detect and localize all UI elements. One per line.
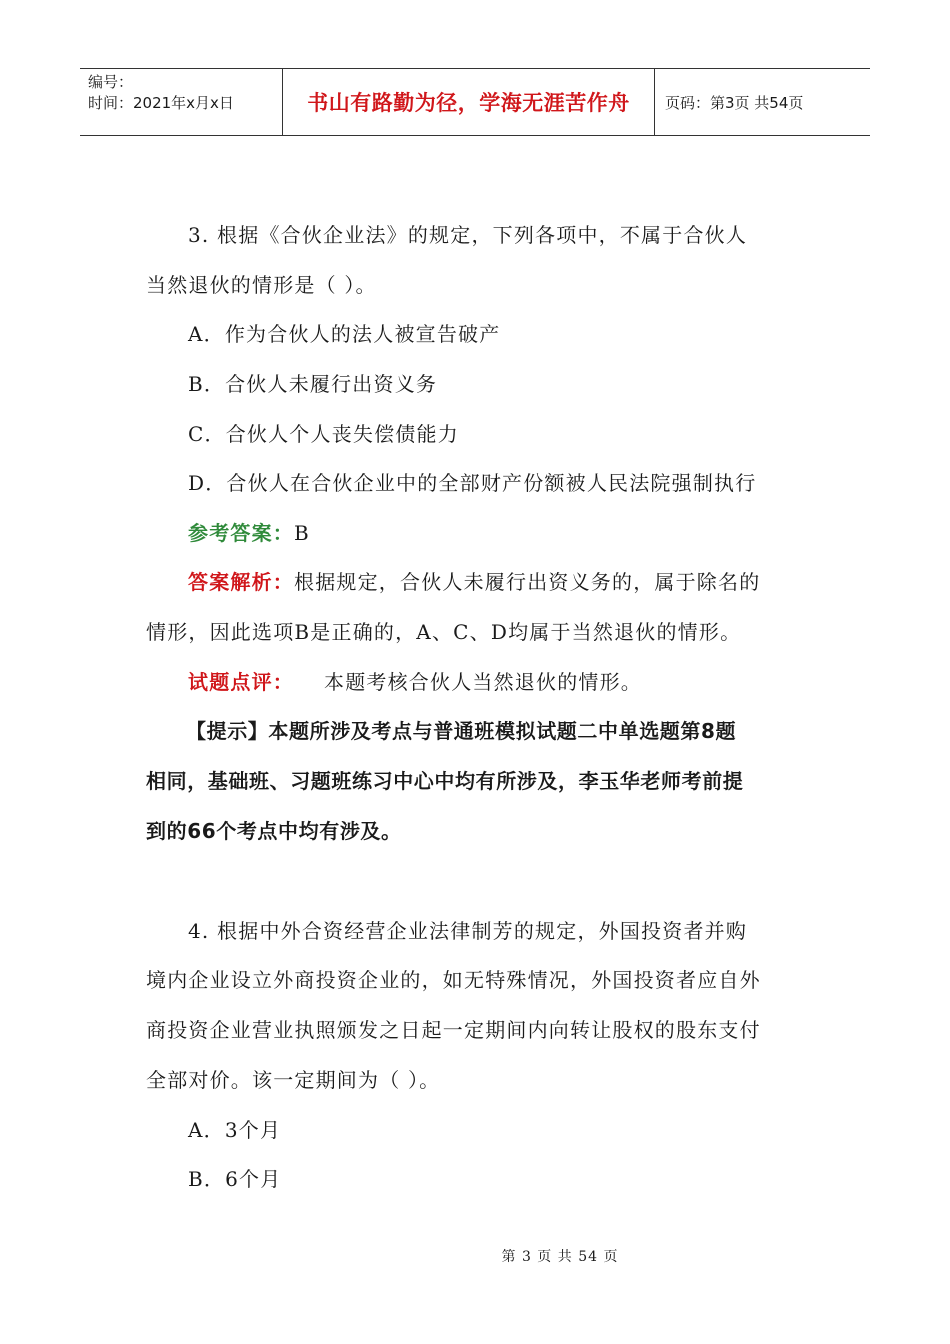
q4-option-b: B．6个月 xyxy=(188,1167,282,1191)
document-number: 编号： xyxy=(88,73,134,91)
q3-hint-line2: 相同，基础班、习题班练习中心中均有所涉及，李玉华老师考前提 xyxy=(146,769,744,793)
q3-stem-line2: 当然退伙的情形是（ ）。 xyxy=(146,273,377,297)
q3-analysis-line1 xyxy=(188,568,760,596)
document-time: 时间：2021年x月x日 xyxy=(88,94,234,112)
page-footer: 第 3 页 共 54 页 xyxy=(501,1249,619,1265)
q3-option-a: A．作为合伙人的法人被宣告破产 xyxy=(188,322,501,346)
answer-label: 参考答案： xyxy=(188,521,294,545)
q4-option-a: A．3个月 xyxy=(188,1118,282,1142)
q3-option-b: B．合伙人未履行出资义务 xyxy=(188,372,438,396)
q3-option-c: C．合伙人个人丧失偿债能力 xyxy=(188,422,459,446)
q3-comment xyxy=(188,668,642,696)
header-page-number: 页码：第3页 共54页 xyxy=(665,93,804,112)
analysis-text: 根据规定，合伙人未履行出资义务的，属于除名的 xyxy=(294,570,761,594)
page-header xyxy=(80,68,870,136)
q3-hint-line3: 到的66个考点中均有涉及。 xyxy=(146,819,402,843)
analysis-label: 答案解析： xyxy=(188,570,294,594)
comment-label: 试题点评： xyxy=(188,670,294,694)
q4-stem-line1: 4. 根据中外合资经营企业法律制芳的规定，外国投资者并购 xyxy=(188,919,748,943)
q3-stem-line1: 3. 根据《合伙企业法》的规定，下列各项中，不属于合伙人 xyxy=(188,223,748,247)
q3-analysis-line2: 情形，因此选项B是正确的，A、C、D均属于当然退伙的情形。 xyxy=(146,620,742,644)
comment-text: 本题考核合伙人当然退伙的情形。 xyxy=(324,670,642,694)
header-motto: 书山有路勤为径，学海无涯苦作舟 xyxy=(283,69,655,135)
q3-hint-line1: 【提示】本题所涉及考点与普通班模拟试题二中单选题第8题 xyxy=(186,719,737,743)
header-meta xyxy=(80,69,283,135)
q4-stem-line3: 商投资企业营业执照颁发之日起一定期间内向转让股权的股东支付 xyxy=(146,1018,761,1042)
q3-option-d: D．合伙人在合伙企业中的全部财产份额被人民法院强制执行 xyxy=(188,471,757,495)
q4-stem-line2: 境内企业设立外商投资企业的，如无特殊情况，外国投资者应自外 xyxy=(146,968,761,992)
answer-value: B xyxy=(294,521,310,545)
q4-stem-line4: 全部对价。该一定期间为（ ）。 xyxy=(146,1068,441,1092)
q3-answer xyxy=(188,519,310,547)
